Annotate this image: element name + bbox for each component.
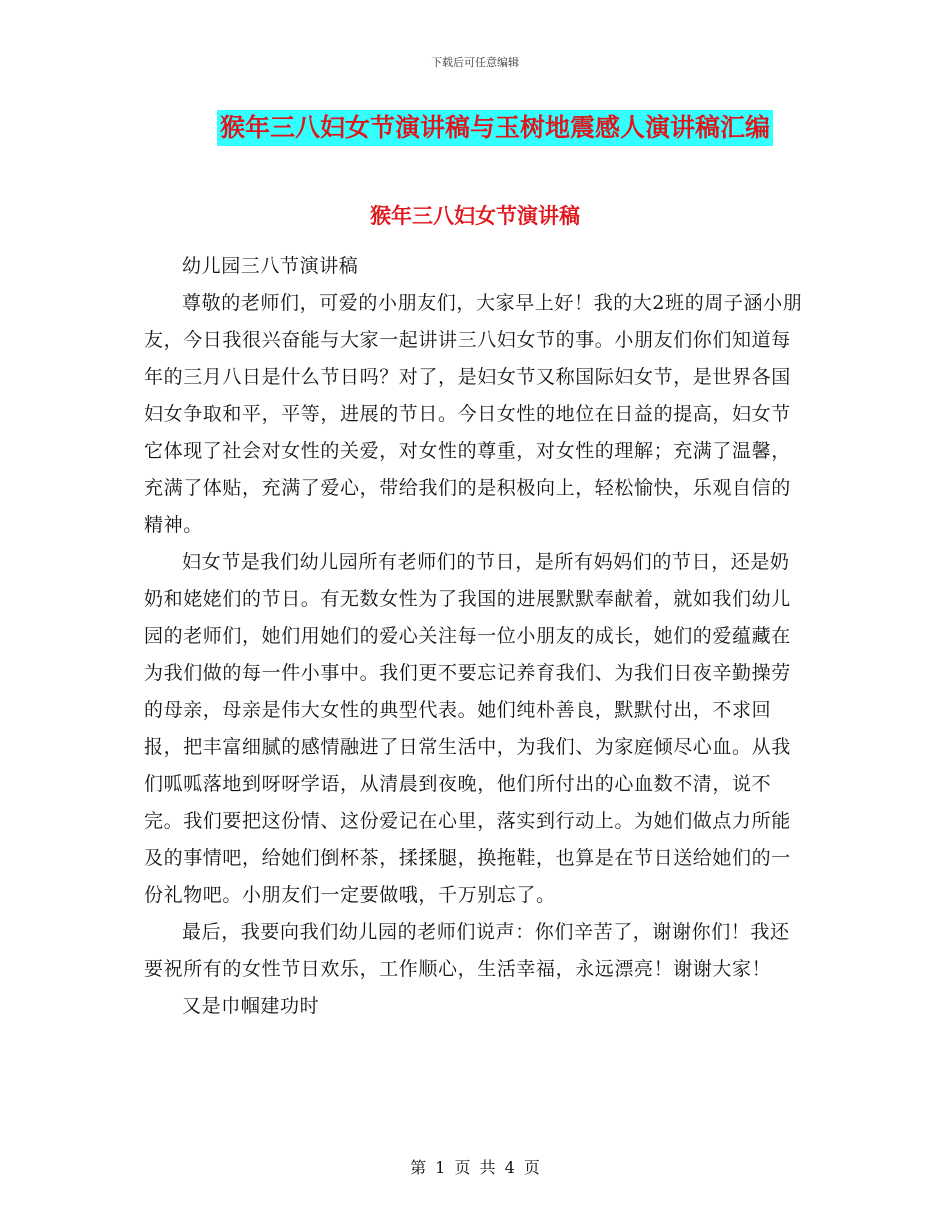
- page-footer: 第 1 页 共 4 页: [410, 1158, 540, 1177]
- page-header-note: 下载后可任意编辑: [431, 56, 519, 69]
- paragraph-heading: 又是巾帼建功时: [182, 995, 320, 1017]
- paragraph-subtitle: 幼儿园三八节演讲稿: [182, 255, 359, 277]
- document-title-container: [0, 110, 950, 146]
- section-title: 猴年三八妇女节演讲稿: [370, 203, 580, 228]
- paragraph: 妇女节是我们幼儿园所有老师们的节日，是所有妈妈们的节日，还是奶奶和姥姥们的节日。有无数女性为了我国的进展默默奉献着，就如我们幼儿园的老师们，她们用她们的爱心关注每一位小朋友的成长，她们的爱蕴藏在为我们做的每一件小事中。我们更不要忘记养育我们、为我们日夜辛勤操劳的母亲，母亲是伟大女性的典型代表。她们纯朴善良，默默付出，不求回报，把丰富细腻的感情融进了日常生活中，为我们、为家庭倾尽心血。从我们呱呱落地到呀呀学语，从清晨到夜晚，他们所付出的心血数不清，说不完。我们要把这份情、这份爱记在心里，落实到行动上。为她们做点力所能及的事情吧，给她们倒杯茶，揉揉腿，换拖鞋，也算是在节日送给她们的一份礼物吧。小朋友们一定要做哦，千万别忘了。: [144, 551, 791, 906]
- paragraph: 尊敬的老师们，可爱的小朋友们，大家早上好！我的大2班的周子涵小朋友，今日我很兴奋能与大家一起讲讲三八妇女节的事。小朋友们你们知道每年的三月八日是什么节日吗？对了，是妇女节又称国际妇女节，是世界各国妇女争取和平，平等，进展的节日。今日女性的地位在日益的提高，妇女节它体现了社会对女性的关爱，对女性的尊重，对女性的理解；充满了温馨，充满了体贴，充满了爱心，带给我们的是积极向上，轻松愉快，乐观自信的精神。: [144, 292, 803, 536]
- document-body: [144, 248, 806, 1025]
- document-title: 猴年三八妇女节演讲稿与玉树地震感人演讲稿汇编: [217, 110, 773, 146]
- paragraph: 最后，我要向我们幼儿园的老师们说声：你们辛苦了，谢谢你们！我还要祝所有的女性节日欢乐，工作顺心，生活幸福，永远漂亮！谢谢大家！: [144, 921, 790, 980]
